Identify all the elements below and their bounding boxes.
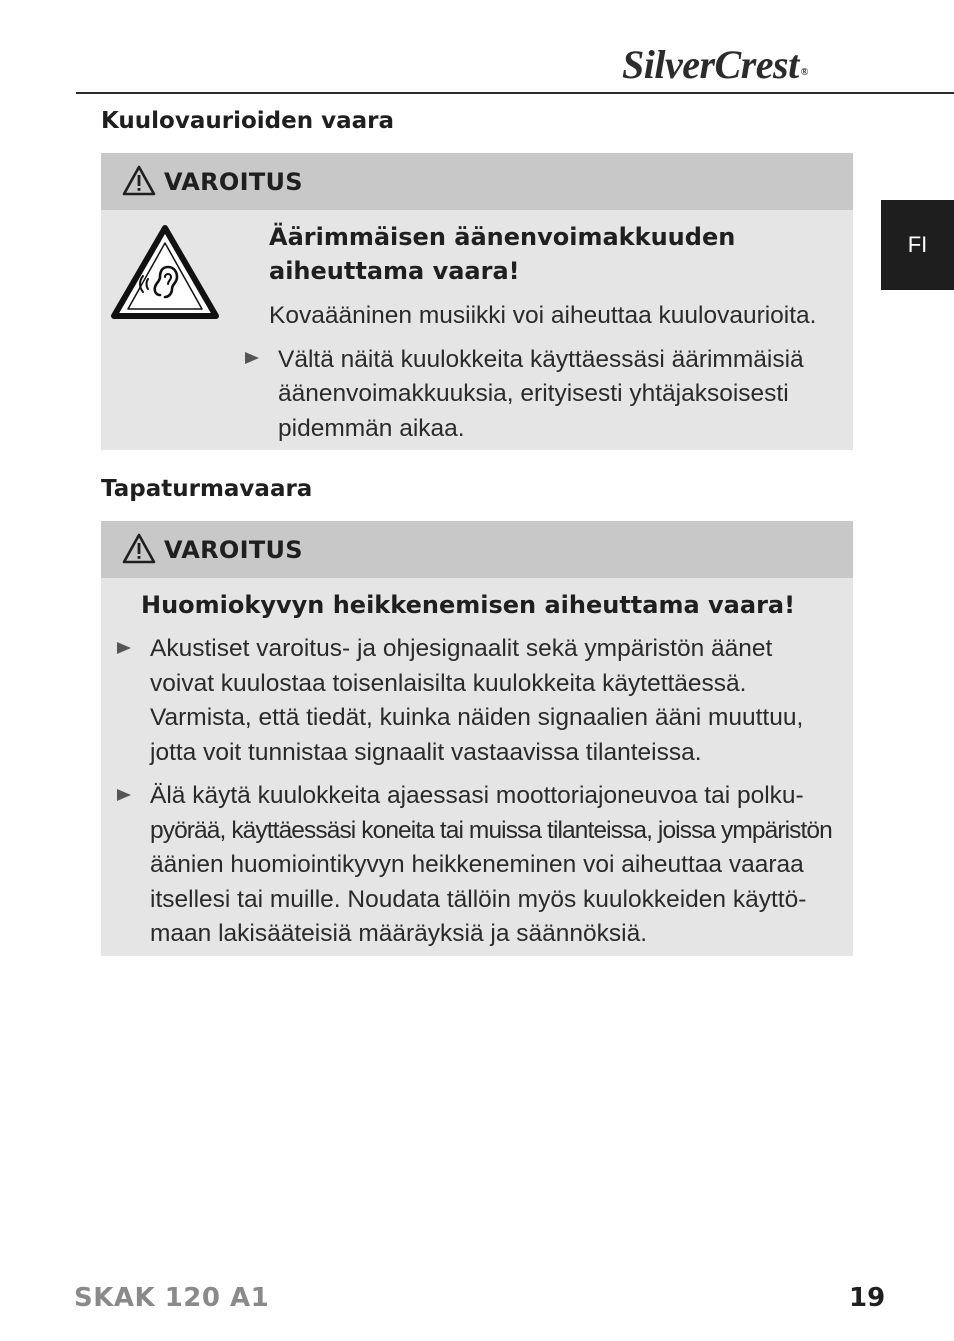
model-number: SKAK 120 A1 [74,1283,270,1313]
warning-text: Kovaääninen musiikki voi aiheuttaa kuulovaurioita. [269,302,817,329]
bullet-text-line: äänien huomiointikyvyn heikkeneminen voi aiheuttaa vaaraa [150,851,804,878]
bullet-text-line: jotta voit tunnistaa signaalit vastaavissa tilanteissa. [150,739,702,766]
brand-name: SilverCrest [622,42,799,87]
warning-label: VAROITUS [164,536,303,564]
bullet-text-line: maan lakisääteisiä määräyksiä ja säännöksiä. [150,920,648,947]
bullet-arrow-icon [245,352,259,364]
bullet-text-line: itsellesi tai muille. Noudata tällöin myös kuulokkeiden käyttö- [150,886,807,913]
bullet-text-line: Älä käytä kuulokkeita ajaessasi moottoriajoneuvoa tai polku- [150,782,804,809]
bullet-text-line: voivat kuulostaa toisenlaisilta kuulokkeita käytettäessä. [150,670,747,697]
language-tab: FI [881,200,954,290]
bullet-arrow-icon [117,789,131,801]
warning-title-line: aiheuttama vaara! [269,257,520,285]
page-number: 19 [849,1283,886,1313]
bullet-text-line: Vältä näitä kuulokkeita käyttäessäsi äärimmäisiä [278,346,804,373]
bullet-text-line: Varmista, että tiedät, kuinka näiden signaalien ääni muuttuu, [150,704,804,731]
bullet-text-line: äänenvoimakkuuksia, erityisesti yhtäjaksoisesti [278,380,789,407]
warning-header [101,521,853,578]
warning-label: VAROITUS [164,168,303,196]
bullet-text-line: pidemmän aikaa. [278,415,465,442]
brand-logo [622,44,884,86]
header-divider [76,92,954,94]
bullet-text-line: pyörää, käyttäessäsi koneita tai muissa tilanteissa, joissa ympäristön [150,817,832,844]
warning-triangle-icon [122,165,156,196]
warning-box-hearing [101,153,853,450]
warning-title-line: Äärimmäisen äänenvoimakkuuden [269,223,736,251]
section-heading-hearing: Kuulovaurioiden vaara [101,108,394,134]
warning-title: Huomiokyvyn heikkenemisen aiheuttama vaara! [141,591,796,619]
section-heading-accident: Tapaturmavaara [101,476,313,502]
bullet-arrow-icon [117,642,131,654]
bullet-text-line: Akustiset varoitus- ja ohjesignaalit sekä ympäristön äänet [150,635,773,662]
warning-triangle-icon [122,533,156,564]
hearing-damage-icon [110,223,220,321]
registered-mark: ® [800,67,808,78]
warning-header [101,153,853,210]
warning-box-accident [101,521,853,956]
